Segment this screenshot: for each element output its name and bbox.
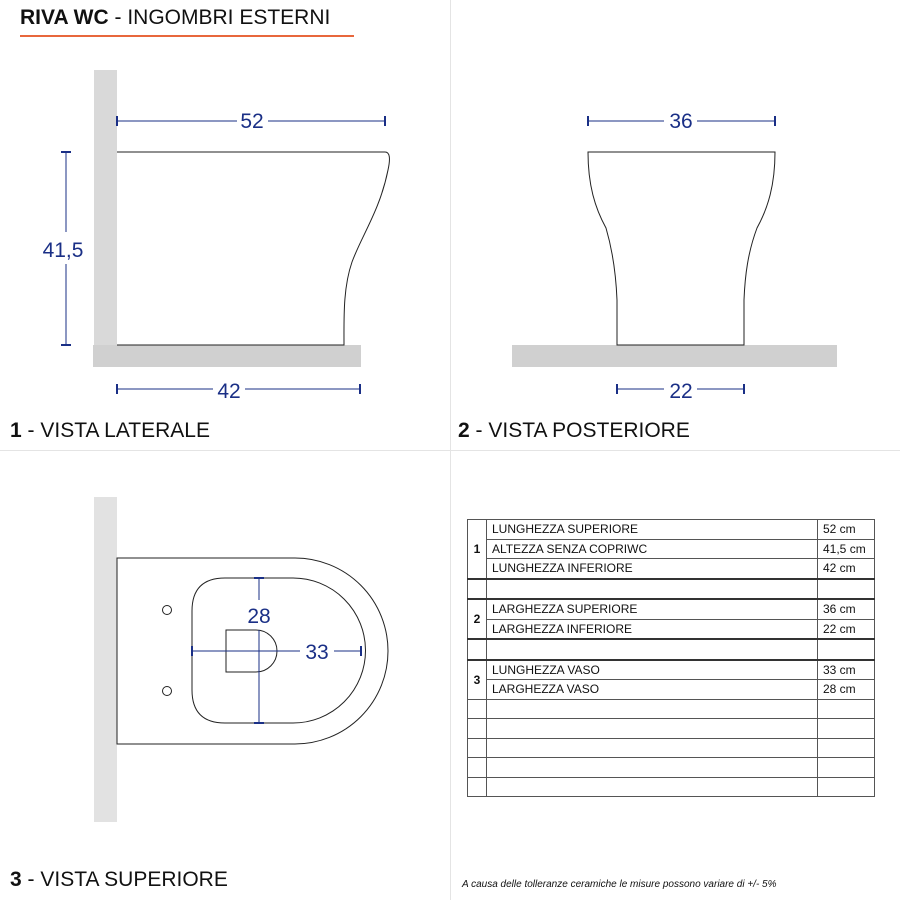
table-row [468,680,875,700]
row-description: LUNGHEZZA INFERIORE [487,559,818,579]
back-view [512,152,837,367]
back-floor [512,345,837,367]
dimension-back-bottom [617,380,744,403]
title-subtitle: - INGOMBRI ESTERNI [108,6,331,29]
dim-back-bottom-label: 22 [669,380,693,403]
dimension-side-top [117,110,385,133]
table-empty-row [468,719,875,739]
fixing-hole-top [163,606,172,615]
row-value: 52 cm [818,520,875,540]
group-number: 2 [468,599,487,639]
dim-top-width-label: 28 [247,605,271,628]
tolerance-disclaimer: A causa delle tolleranze ceramiche le misure possono variare di +/- 5% [462,879,777,890]
table-empty-row [468,738,875,758]
table-spacer-row [468,639,875,660]
table-row [468,660,875,680]
row-value: 36 cm [818,599,875,619]
row-description: LARGHEZZA INFERIORE [487,619,818,639]
side-wall [94,70,117,345]
row-description: LUNGHEZZA VASO [487,660,818,680]
table-empty-row [468,777,875,797]
top-view [94,497,388,822]
dim-side-top-label: 52 [240,110,264,133]
view-label-back: 2 - VISTA POSTERIORE [458,419,690,442]
row-description: LARGHEZZA VASO [487,680,818,700]
side-floor [93,345,361,367]
dim-side-bottom-label: 42 [217,380,241,403]
row-value: 42 cm [818,559,875,579]
group-number: 3 [468,660,487,700]
dim-back-top-label: 36 [669,110,693,133]
dimensions-table [467,519,875,797]
row-description: LUNGHEZZA SUPERIORE [487,520,818,540]
dimension-back-top [588,110,775,133]
table-empty-row [468,758,875,778]
back-toilet-outline [588,152,775,345]
dimension-side-bottom [117,380,360,403]
group-number: 1 [468,520,487,579]
side-toilet-outline [117,152,389,345]
table-row [468,619,875,639]
table-spacer-row [468,579,875,600]
dim-top-length-label: 33 [305,641,329,664]
title-product: RIVA WC [20,6,109,29]
row-value: 22 cm [818,619,875,639]
view-label-side: 1 - VISTA LATERALE [10,419,210,442]
row-value: 33 cm [818,660,875,680]
table-row [468,539,875,559]
dim-side-height-label: 41,5 [42,239,84,262]
row-value: 41,5 cm [818,539,875,559]
table-row [468,520,875,540]
view-label-top: 3 - VISTA SUPERIORE [10,868,228,891]
top-wall [94,497,117,822]
table-row [468,559,875,579]
row-description: ALTEZZA SENZA COPRIWC [487,539,818,559]
row-description: LARGHEZZA SUPERIORE [487,599,818,619]
table-row [468,599,875,619]
fixing-hole-bottom [163,687,172,696]
dimension-side-height [43,152,84,345]
table-empty-row [468,699,875,719]
row-value: 28 cm [818,680,875,700]
